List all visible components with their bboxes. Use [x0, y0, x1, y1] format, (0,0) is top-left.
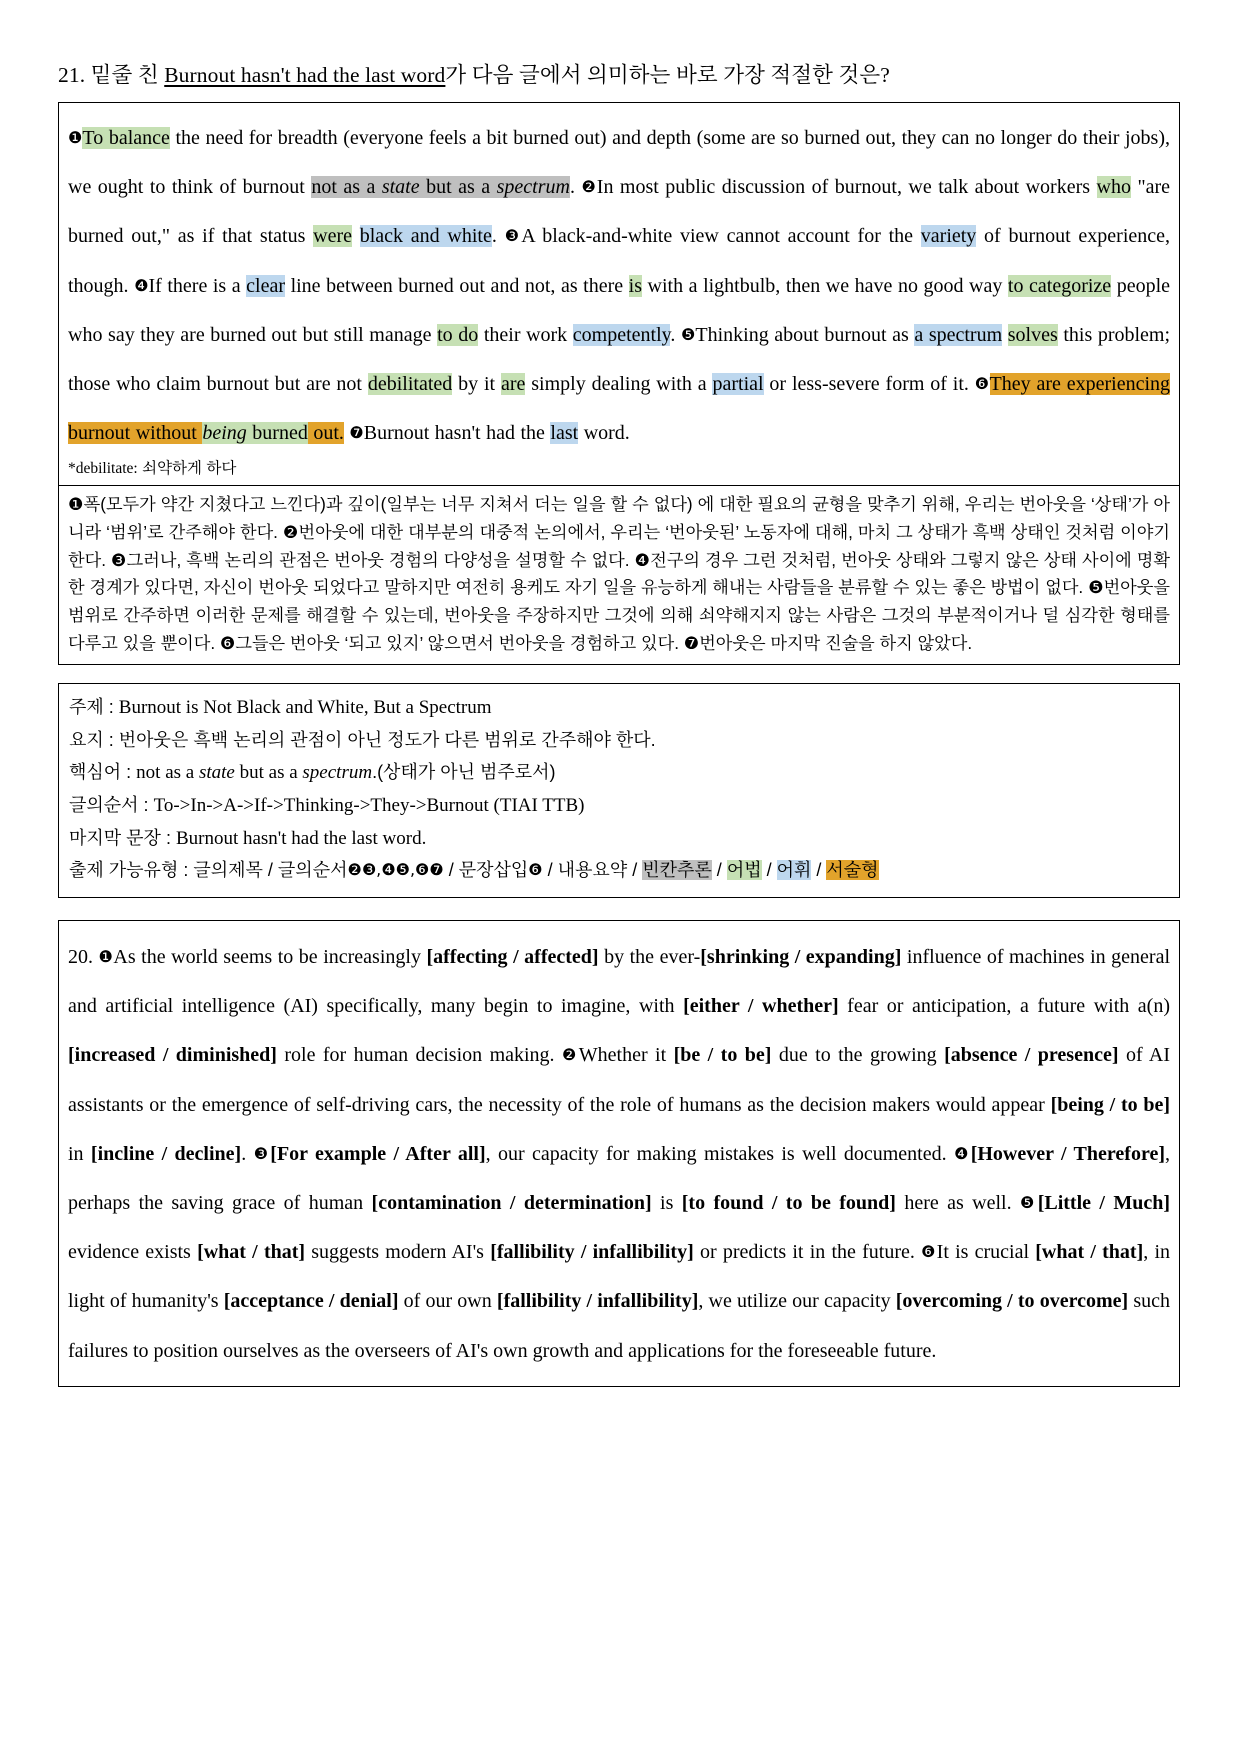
highlight-gray-but-as-a-spectrum: but as a spectrum [419, 176, 570, 199]
type-sep-4: / [627, 860, 643, 881]
highlight-green-is: is [628, 274, 643, 297]
sentence-marker-6: ❻ [974, 373, 990, 393]
type-sep-6: / [761, 860, 777, 881]
passage-text-3: In most public discussion of burnout, we talk about workers [596, 176, 1097, 199]
type-sep-3: / [542, 860, 558, 881]
q20-marker-5: ❺ [1019, 1192, 1038, 1212]
question-21-prompt-before: 밑줄 친 [90, 63, 165, 87]
passage-text-12: their work [478, 323, 573, 346]
q20-text-21: , we utilize our capacity [698, 1290, 896, 1313]
passage-text-5: . [491, 225, 505, 248]
summary-row-keyword [69, 757, 1169, 790]
q20-text-14: here as well. [895, 1191, 1020, 1214]
spectrum-italic: spectrum [496, 176, 570, 199]
q20-text-12: , perhaps the saving grace of human [68, 1142, 1171, 1214]
q20-text-18: It is crucial [936, 1241, 1036, 1264]
gist-label: 요지 : [69, 729, 119, 750]
highlight-orange-out: out. [307, 422, 344, 445]
highlight-green-burned: burned [246, 422, 308, 445]
q20-choice-17: [acceptance / denial] [223, 1290, 399, 1313]
sentence-marker-4: ❹ [134, 275, 149, 295]
question-21-passage-box [58, 102, 1180, 665]
summary-row-gist [69, 725, 1169, 758]
highlight-green-were: were [313, 225, 352, 248]
passage-text-6: A black-and-white view cannot account for the [521, 225, 921, 248]
q20-text-3: influence of machines in general and artificial intelligence (AI) specifically, many begin to imagine, with [68, 946, 1171, 1018]
q20-choice-4: [increased / diminished] [68, 1044, 277, 1067]
q20-choice-5: [be / to be] [673, 1044, 772, 1067]
type-order-marks: ❷❸,❹❺,❻❼ [347, 860, 444, 880]
q20-marker-3: ❸ [253, 1143, 271, 1163]
q20-text-13: is [651, 1191, 682, 1214]
last-sentence-label: 마지막 문장 : [69, 827, 176, 848]
sentence-marker-3: ❸ [504, 226, 522, 246]
topic-value: Burnout is Not Black and White, But a Spectrum [118, 697, 492, 718]
passage-text-8: If there is a [148, 274, 247, 297]
type-sep-7: / [811, 860, 827, 881]
gist-value: 번아웃은 흑백 논리의 관점이 아닌 정도가 다른 범위로 간주해야 한다. [118, 729, 656, 750]
korean-translation-block [59, 485, 1179, 664]
passage-text-7: of burnout experience, though. [68, 225, 1171, 297]
passage-text-17: simply dealing with a [525, 372, 713, 395]
passage-text-18: or less-severe form of it. [763, 372, 975, 395]
keyword-label: 핵심어 : [69, 762, 137, 783]
q20-text-19: , in light of humanity's [68, 1241, 1171, 1313]
q20-text-7: due to the growing [771, 1044, 945, 1067]
highlight-blue-partial: partial [712, 372, 764, 395]
passage-text-4: "are burned out," as if that status [68, 176, 1171, 248]
keyword-part-1: not as a [136, 762, 199, 784]
q20-text-8: of AI assistants or the emergence of self-driving cars, the necessity of the role of humans as the decision makers would appear [68, 1044, 1171, 1116]
passage-text-14: Thinking about burnout as [695, 323, 915, 346]
highlight-green-to-categorize: to categorize [1007, 274, 1112, 297]
passage-text-19: Burnout hasn't had the [363, 422, 551, 445]
summary-row-last-sentence [69, 823, 1169, 856]
summary-row-order [69, 790, 1169, 823]
q20-text-20: of our own [398, 1290, 497, 1313]
q20-text-15: evidence exists [68, 1241, 198, 1264]
keyword-part-3: .(상태가 아닌 범주로서) [372, 762, 556, 783]
highlight-green-who: who [1096, 176, 1131, 199]
summary-row-question-types [69, 855, 1169, 888]
keyword-spectrum: spectrum [302, 762, 373, 784]
passage-text-20: word. [578, 422, 630, 445]
highlight-green-to-do: to do [437, 323, 479, 346]
type-insertion: 문장삽입 [458, 860, 529, 881]
topic-label: 주제 : [69, 697, 119, 717]
highlight-blue-black-and-white: black and white [359, 225, 492, 248]
badge-blank-inference: 빈칸추론 [642, 860, 712, 881]
question-21-heading [58, 62, 1180, 90]
q20-marker-2: ❷ [562, 1045, 579, 1065]
passage-text-9: line between burned out and not, as there [285, 274, 629, 297]
question-20-number: 20. [68, 946, 93, 969]
q20-choice-8: [incline / decline] [90, 1142, 242, 1165]
q20-text-6: Whether it [578, 1044, 674, 1067]
q20-choice-13: [Little / Much] [1037, 1191, 1171, 1214]
q20-text-17: or predicts it in the future. [693, 1241, 922, 1264]
sentence-marker-7: ❼ [349, 423, 364, 443]
q20-choice-18: [fallibility / infallibility] [496, 1290, 699, 1313]
order-label: 글의순서 : [69, 795, 154, 816]
badge-grammar: 어법 [726, 860, 762, 881]
highlight-gray-not-as-a: not as a [311, 176, 382, 199]
korean-translation-text: ❶폭(모두가 약간 지쳤다고 느낀다)과 깊이(일부는 너무 지쳐서 더는 일을 할 수 없다) 에 대한 필요의 균형을 맞추기 위해, 우리는 번아웃을 ‘상태’가 아니라 ‘범위’로 간주해야 한다. ❷번아웃에 대한 대부분의 대중적 논의에서, 우리는 ‘번아웃된’ 노동자에 대해, 마치 그 상태가 흑백 상태인 것처럼 이야기한다. ❸그러나, 흑백 논리의 관점은 번아웃 경험의 다양성을 설명할 수 없다. ❹전구의 경우 그런 것처럼, 번아웃 상태와 그렇지 않은 상태 사이에 명확한 경계가 있다면, 자신이 번아웃 되었다고 말하지만 여전히 용케도 자기 일을 유능하게 해내는 사람들을 분류할 수 있는 좋은 방법이 없다. ❺번아웃을 범위로 간주하면 이러한 문제를 해결할 수 있는데, 번아웃을 주장하지만 그것에 의해 쇠약해지지 않는 사람은 그것의 부분적이거나 덜 심각한 형태를 다루고 있을 뿐이다. ❻그들은 번아웃 ‘되고 있지’ 않으면서 번아웃을 경험하고 있다. ❼번아웃은 마지막 진술을 하지 않았다. [68, 493, 1170, 654]
q20-choice-10: [However / Therefore] [970, 1142, 1166, 1165]
sentence-marker-5: ❺ [680, 324, 696, 344]
passage-text-11: people who say they are burned out but still manage [68, 274, 1171, 346]
vocabulary-note: *debilitate: 쇠약하게 하다 [68, 460, 237, 478]
type-sep-2: / [443, 860, 459, 881]
passage-text-10: with a lightbulb, then we have no good way [642, 274, 1008, 297]
badge-vocabulary: 어휘 [776, 860, 812, 881]
q20-text-22: such failures to position ourselves as the overseers of AI's own growth and applications for the foreseeable future. [68, 1290, 1171, 1362]
summary-row-topic [69, 692, 1169, 725]
highlight-green-being: being [202, 422, 247, 445]
highlight-blue-variety: variety [920, 225, 977, 248]
q20-choice-12: [to found / to be found] [681, 1191, 896, 1214]
order-value: To->In->A->If->Thinking->They->Burnout (TIAI TTB) [153, 795, 585, 817]
q20-text-5: role for human decision making. [276, 1044, 562, 1067]
type-sep-5: / [711, 860, 727, 881]
passage-text-2: . [569, 176, 582, 199]
q20-choice-2: [shrinking / expanding] [700, 946, 902, 969]
q20-choice-15: [fallibility / infallibility] [490, 1241, 694, 1264]
sentence-marker-1: ❶ [68, 127, 83, 147]
q20-text-2: by the ever- [598, 946, 701, 969]
q20-text-9: in [68, 1142, 91, 1165]
types-label: 출제 가능유형 : [69, 860, 194, 881]
highlight-green-are: are [500, 372, 526, 395]
highlight-green-to-balance: To balance [82, 126, 170, 149]
q20-text-16: suggests modern AI's [305, 1241, 491, 1264]
question-21-underlined-phrase: Burnout hasn't had the last word [164, 63, 446, 87]
highlight-gray-state: state [381, 176, 420, 199]
question-21-number: 21. [58, 63, 86, 87]
type-insertion-marks: ❻ [528, 860, 543, 880]
passage-text-13: . [670, 323, 681, 346]
highlight-blue-a-spectrum: a spectrum [914, 323, 1003, 346]
q20-choice-6: [absence / presence] [944, 1044, 1119, 1067]
highlight-green-solves: solves [1007, 323, 1058, 346]
q20-choice-9: [For example / After all] [270, 1142, 486, 1165]
summary-box [58, 683, 1180, 898]
q20-choice-16: [what / that] [1035, 1241, 1144, 1264]
highlight-blue-competently: competently [572, 323, 671, 346]
highlight-orange-they-are-experiencing: They are experiencing burnout without [68, 372, 1171, 445]
question-21-prompt-after: 가 다음 글에서 의미하는 바로 가장 적절한 것은? [445, 63, 890, 87]
q20-marker-6: ❻ [921, 1242, 937, 1262]
english-passage [59, 103, 1179, 485]
question-20-box [58, 920, 1180, 1387]
q20-choice-14: [what / that] [197, 1241, 306, 1264]
passage-text-15: this problem; those who claim burnout but are not [68, 323, 1171, 395]
highlight-blue-clear: clear [246, 274, 286, 297]
q20-marker-1: ❶ [98, 947, 114, 967]
passage-space-2 [1002, 324, 1008, 346]
type-sep-1: / [262, 860, 278, 881]
highlight-blue-last: last [550, 422, 579, 445]
type-summary: 내용요약 [557, 860, 628, 881]
passage-text-1: the need for breadth (everyone feels a bit burned out) and depth (some are so burned out, they can no longer do their jobs), we ought to think of burnout [68, 126, 1171, 199]
q20-choice-3: [either / whether] [683, 995, 839, 1018]
keyword-state: state [198, 762, 235, 784]
q20-choice-19: [overcoming / to overcome] [895, 1290, 1129, 1313]
q20-text-11: , our capacity for making mistakes is well documented. [485, 1142, 954, 1165]
q20-text-10: . [241, 1142, 254, 1165]
last-sentence-value: Burnout hasn't had the last word. [175, 827, 427, 849]
passage-space-1 [352, 225, 360, 247]
type-order: 글의순서 [277, 860, 348, 881]
q20-choice-7: [being / to be] [1050, 1093, 1171, 1116]
q20-choice-1: [affecting / affected] [426, 946, 599, 969]
passage-text-16: by it [452, 372, 501, 395]
highlight-green-debilitated: debilitated [367, 372, 453, 395]
q20-text-1: As the world seems to be increasingly [113, 946, 427, 969]
q20-choice-11: [contamination / determination] [371, 1191, 652, 1214]
q20-text-4: fear or anticipation, a future with a(n) [838, 995, 1170, 1018]
keyword-part-2: but as a [234, 762, 303, 784]
q20-marker-4: ❹ [953, 1143, 971, 1163]
badge-descriptive: 서술형 [826, 860, 879, 881]
type-title: 글의제목 [193, 860, 263, 881]
sentence-marker-2: ❷ [581, 177, 597, 197]
